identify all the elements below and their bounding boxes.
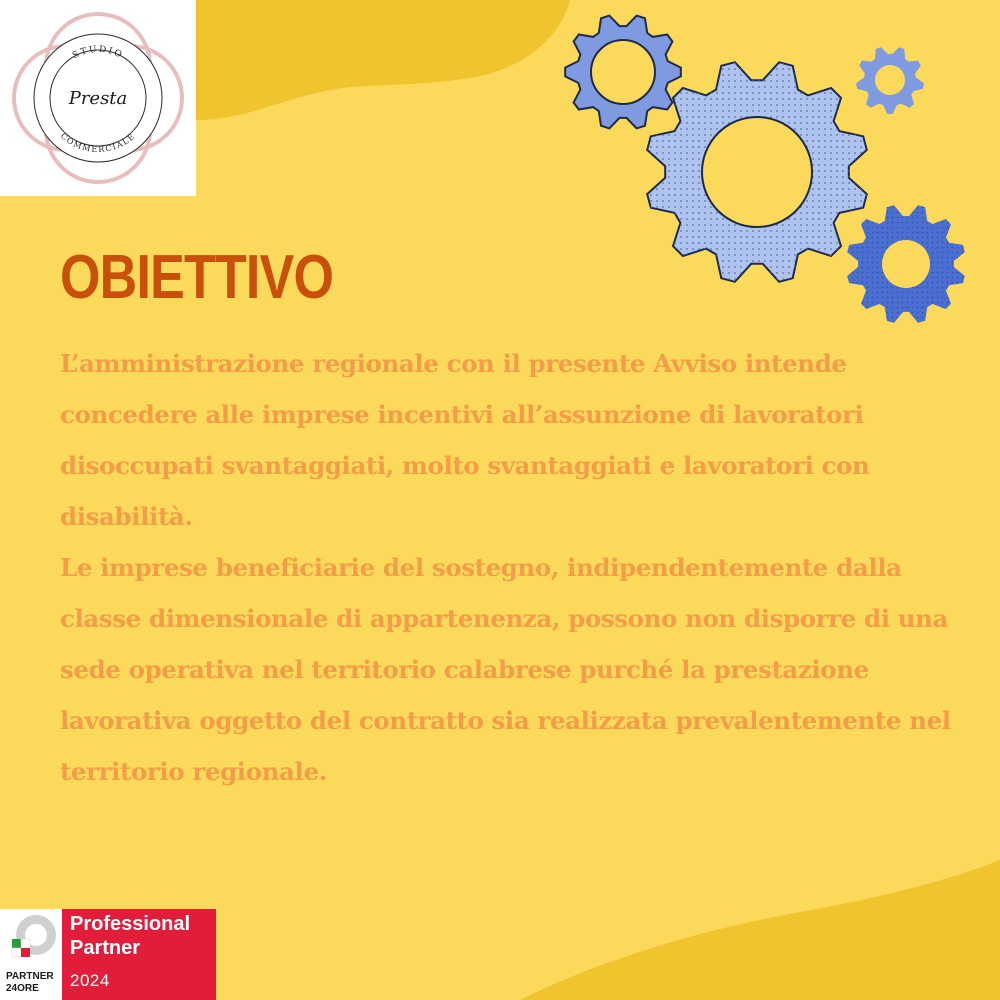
gear-icon-small-right <box>856 47 924 114</box>
gear-icon-small-left <box>565 16 681 129</box>
gear-icon-dark <box>847 205 965 323</box>
logo-mark <box>0 0 196 196</box>
partner-24ore-icon <box>2 911 60 969</box>
professional-partner-badge <box>0 909 216 1000</box>
top-blob <box>196 0 570 120</box>
page-title: OBIETTIVO <box>60 243 334 312</box>
partner-code <box>6 971 54 995</box>
partner-badge-label <box>62 909 216 1000</box>
badge-line-partner: Partner <box>70 937 141 959</box>
logo-top-text: STUDIO <box>71 44 125 62</box>
body-text <box>60 338 990 797</box>
studio-logo <box>0 0 196 196</box>
paragraph-beneficiaries: Le imprese beneficiarie del sostegno, indipendentemente dalla classe dimensionale di appartenenza, possono non disporre di una sede operativa nel territorio calabrese purché la prestazione lavorativa oggetto del contratto sia realizzata prevalentemente nel territorio regionale. <box>60 553 951 786</box>
logo-center-text: Presta <box>68 88 128 109</box>
gear-icon-large <box>647 62 867 282</box>
bottom-blob <box>520 860 1000 1000</box>
partner-24ore-logo <box>0 909 62 1000</box>
badge-line-professional: Professional <box>70 913 191 935</box>
gears-illustration <box>560 10 970 330</box>
paragraph-objective: L’amministrazione regionale con il presente Avviso intende concedere alle imprese incentivi all’assunzione di lavoratori disoccupati svantaggiati, molto svantaggiati e lavoratori con disabilità. <box>60 349 870 531</box>
badge-line-year: 2024 <box>70 971 110 990</box>
partner-code-line1: PARTNER <box>6 971 54 982</box>
partner-code-line2: 24ORE <box>6 983 39 994</box>
logo-bottom-text: COMMERCIALE <box>58 131 138 155</box>
